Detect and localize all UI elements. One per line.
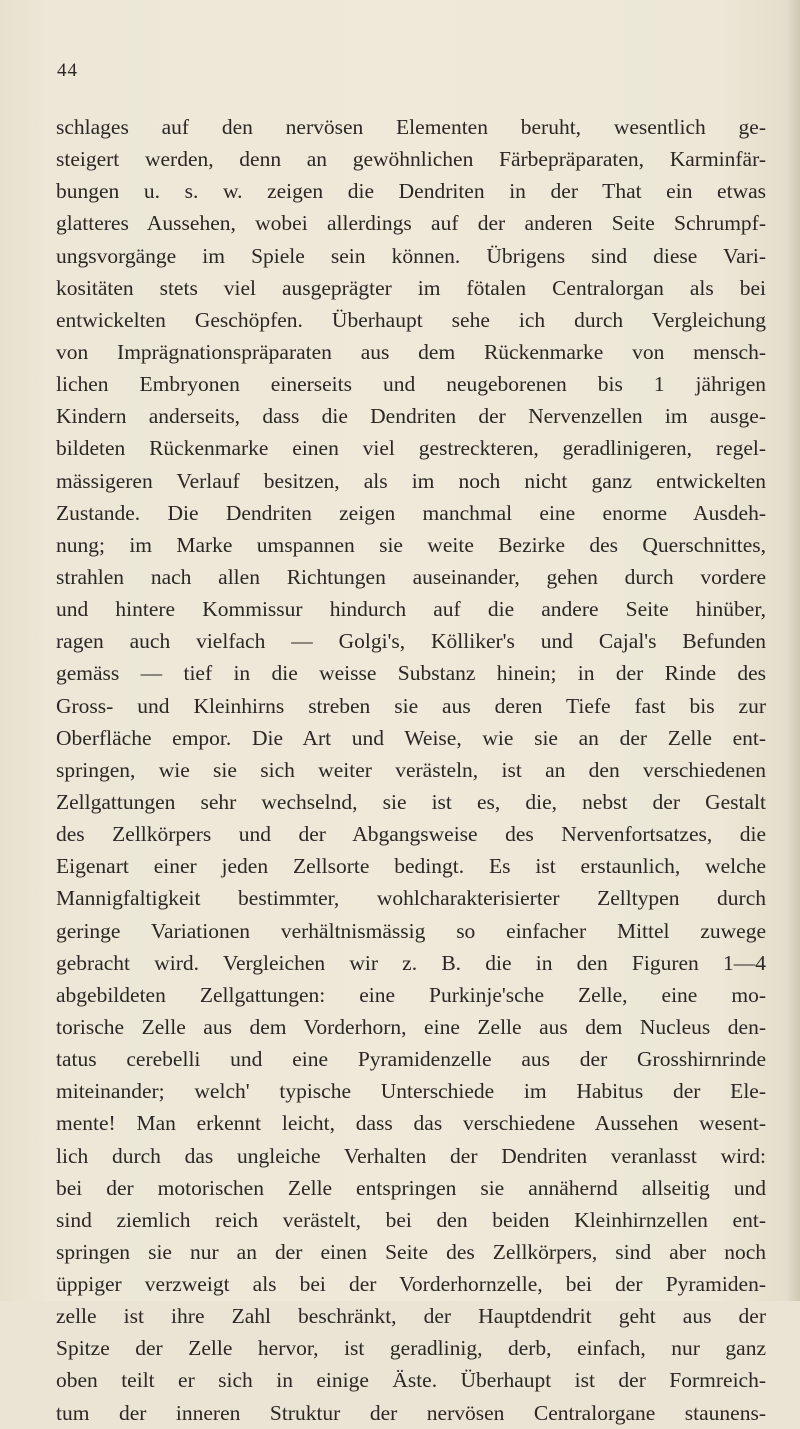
text-line: bildeten Rückenmarke einen viel gestreckteren, geradlinigeren, regel- [56,436,766,461]
text-line: miteinander; welch' typische Unterschiede im Habitus der Ele- [56,1079,766,1104]
text-line: von Imprägnationspräparaten aus dem Rückenmarke von mensch- [56,339,766,364]
text-line: springen sie nur an der einen Seite des Zellkörpers, sind aber noch [56,1239,766,1264]
text-line: bei der motorischen Zelle entspringen sie annähernd allseitig und [56,1175,766,1200]
text-line: nung; im Marke umspannen sie weite Bezirke des Querschnittes, [56,532,766,557]
text-line: Eigenart einer jeden Zellsorte bedingt. Es ist erstaunlich, welche [56,854,766,879]
text-line: mässigeren Verlauf besitzen, als im noch nicht ganz entwickelten [56,468,766,493]
text-line: ungsvorgänge im Spiele sein können. Übrigens sind diese Vari- [56,243,766,268]
text-line: mente! Man erkennt leicht, dass das verschiedene Aussehen wesent- [56,1111,766,1136]
text-line: tatus cerebelli und eine Pyramidenzelle aus der Grosshirnrinde [56,1047,766,1072]
text-line: strahlen nach allen Richtungen auseinander, gehen durch vordere [56,564,766,589]
text-line: steigert werden, denn an gewöhnlichen Färbepräparaten, Karminfär- [56,147,766,172]
text-line: schlages auf den nervösen Elementen beruht, wesentlich ge- [56,115,766,139]
text-line: torische Zelle aus dem Vorderhorn, eine Zelle aus dem Nucleus den- [56,1014,766,1039]
text-line: und hintere Kommissur hindurch auf die andere Seite hinüber, [56,597,766,622]
page-edge-shadow [786,0,800,1301]
text-line: Mannigfaltigkeit bestimmter, wohlcharakterisierter Zelltypen durch [56,886,766,911]
text-line: gemäss — tief in die weisse Substanz hinein; in der Rinde des [56,661,766,686]
text-line: springen, wie sie sich weiter verästeln, ist an den verschiedenen [56,757,766,782]
text-line: sind ziemlich reich verästelt, bei den beiden Kleinhirnzellen ent- [56,1207,766,1232]
text-line: tum der inneren Struktur der nervösen Centralorgane staunens- [56,1400,766,1425]
text-line: glatteres Aussehen, wobei allerdings auf der anderen Seite Schrumpf- [56,211,766,236]
text-line: Gross- und Kleinhirns streben sie aus deren Tiefe fast bis zur [56,693,766,718]
text-line: entwickelten Geschöpfen. Überhaupt sehe ich durch Vergleichung [56,307,766,332]
text-line: gebracht wird. Vergleichen wir z. B. die in den Figuren 1—4 [56,950,766,975]
text-line: oben teilt er sich in einige Äste. Überhaupt ist der Formreich- [56,1368,766,1393]
text-line: Spitze der Zelle hervor, ist geradlinig, derb, einfach, nur ganz [56,1336,766,1361]
text-line: abgebildeten Zellgattungen: eine Purkinje'sche Zelle, eine mo- [56,982,766,1007]
text-line: bungen u. s. w. zeigen die Dendriten in der That ein etwas [56,179,766,204]
text-line: zelle ist ihre Zahl beschränkt, der Hauptdendrit geht aus der [56,1304,766,1329]
text-line: lich durch das ungleiche Verhalten der Dendriten veranlasst wird: [56,1143,766,1168]
text-line: lichen Embryonen einerseits und neugeborenen bis 1 jährigen [56,372,766,397]
body-text [56,111,766,1429]
text-line: kositäten stets viel ausgeprägter im fötalen Centralorgan als bei [56,275,766,300]
text-line: Kindern anderseits, dass die Dendriten der Nervenzellen im ausge- [56,404,766,429]
text-line: ragen auch vielfach — Golgi's, Kölliker's und Cajal's Befunden [56,629,766,654]
text-line: Zustande. Die Dendriten zeigen manchmal eine enorme Ausdeh- [56,500,766,525]
text-line: Oberfläche empor. Die Art und Weise, wie sie an der Zelle ent- [56,725,766,750]
text-line: geringe Variationen verhältnismässig so einfacher Mittel zuwege [56,918,766,943]
text-line: Zellgattungen sehr wechselnd, sie ist es, die, nebst der Gestalt [56,789,766,814]
page-number: 44 [57,60,78,81]
text-line: üppiger verzweigt als bei der Vorderhornzelle, bei der Pyramiden- [56,1272,766,1297]
text-line: des Zellkörpers und der Abgangsweise des Nervenfortsatzes, die [56,822,766,847]
